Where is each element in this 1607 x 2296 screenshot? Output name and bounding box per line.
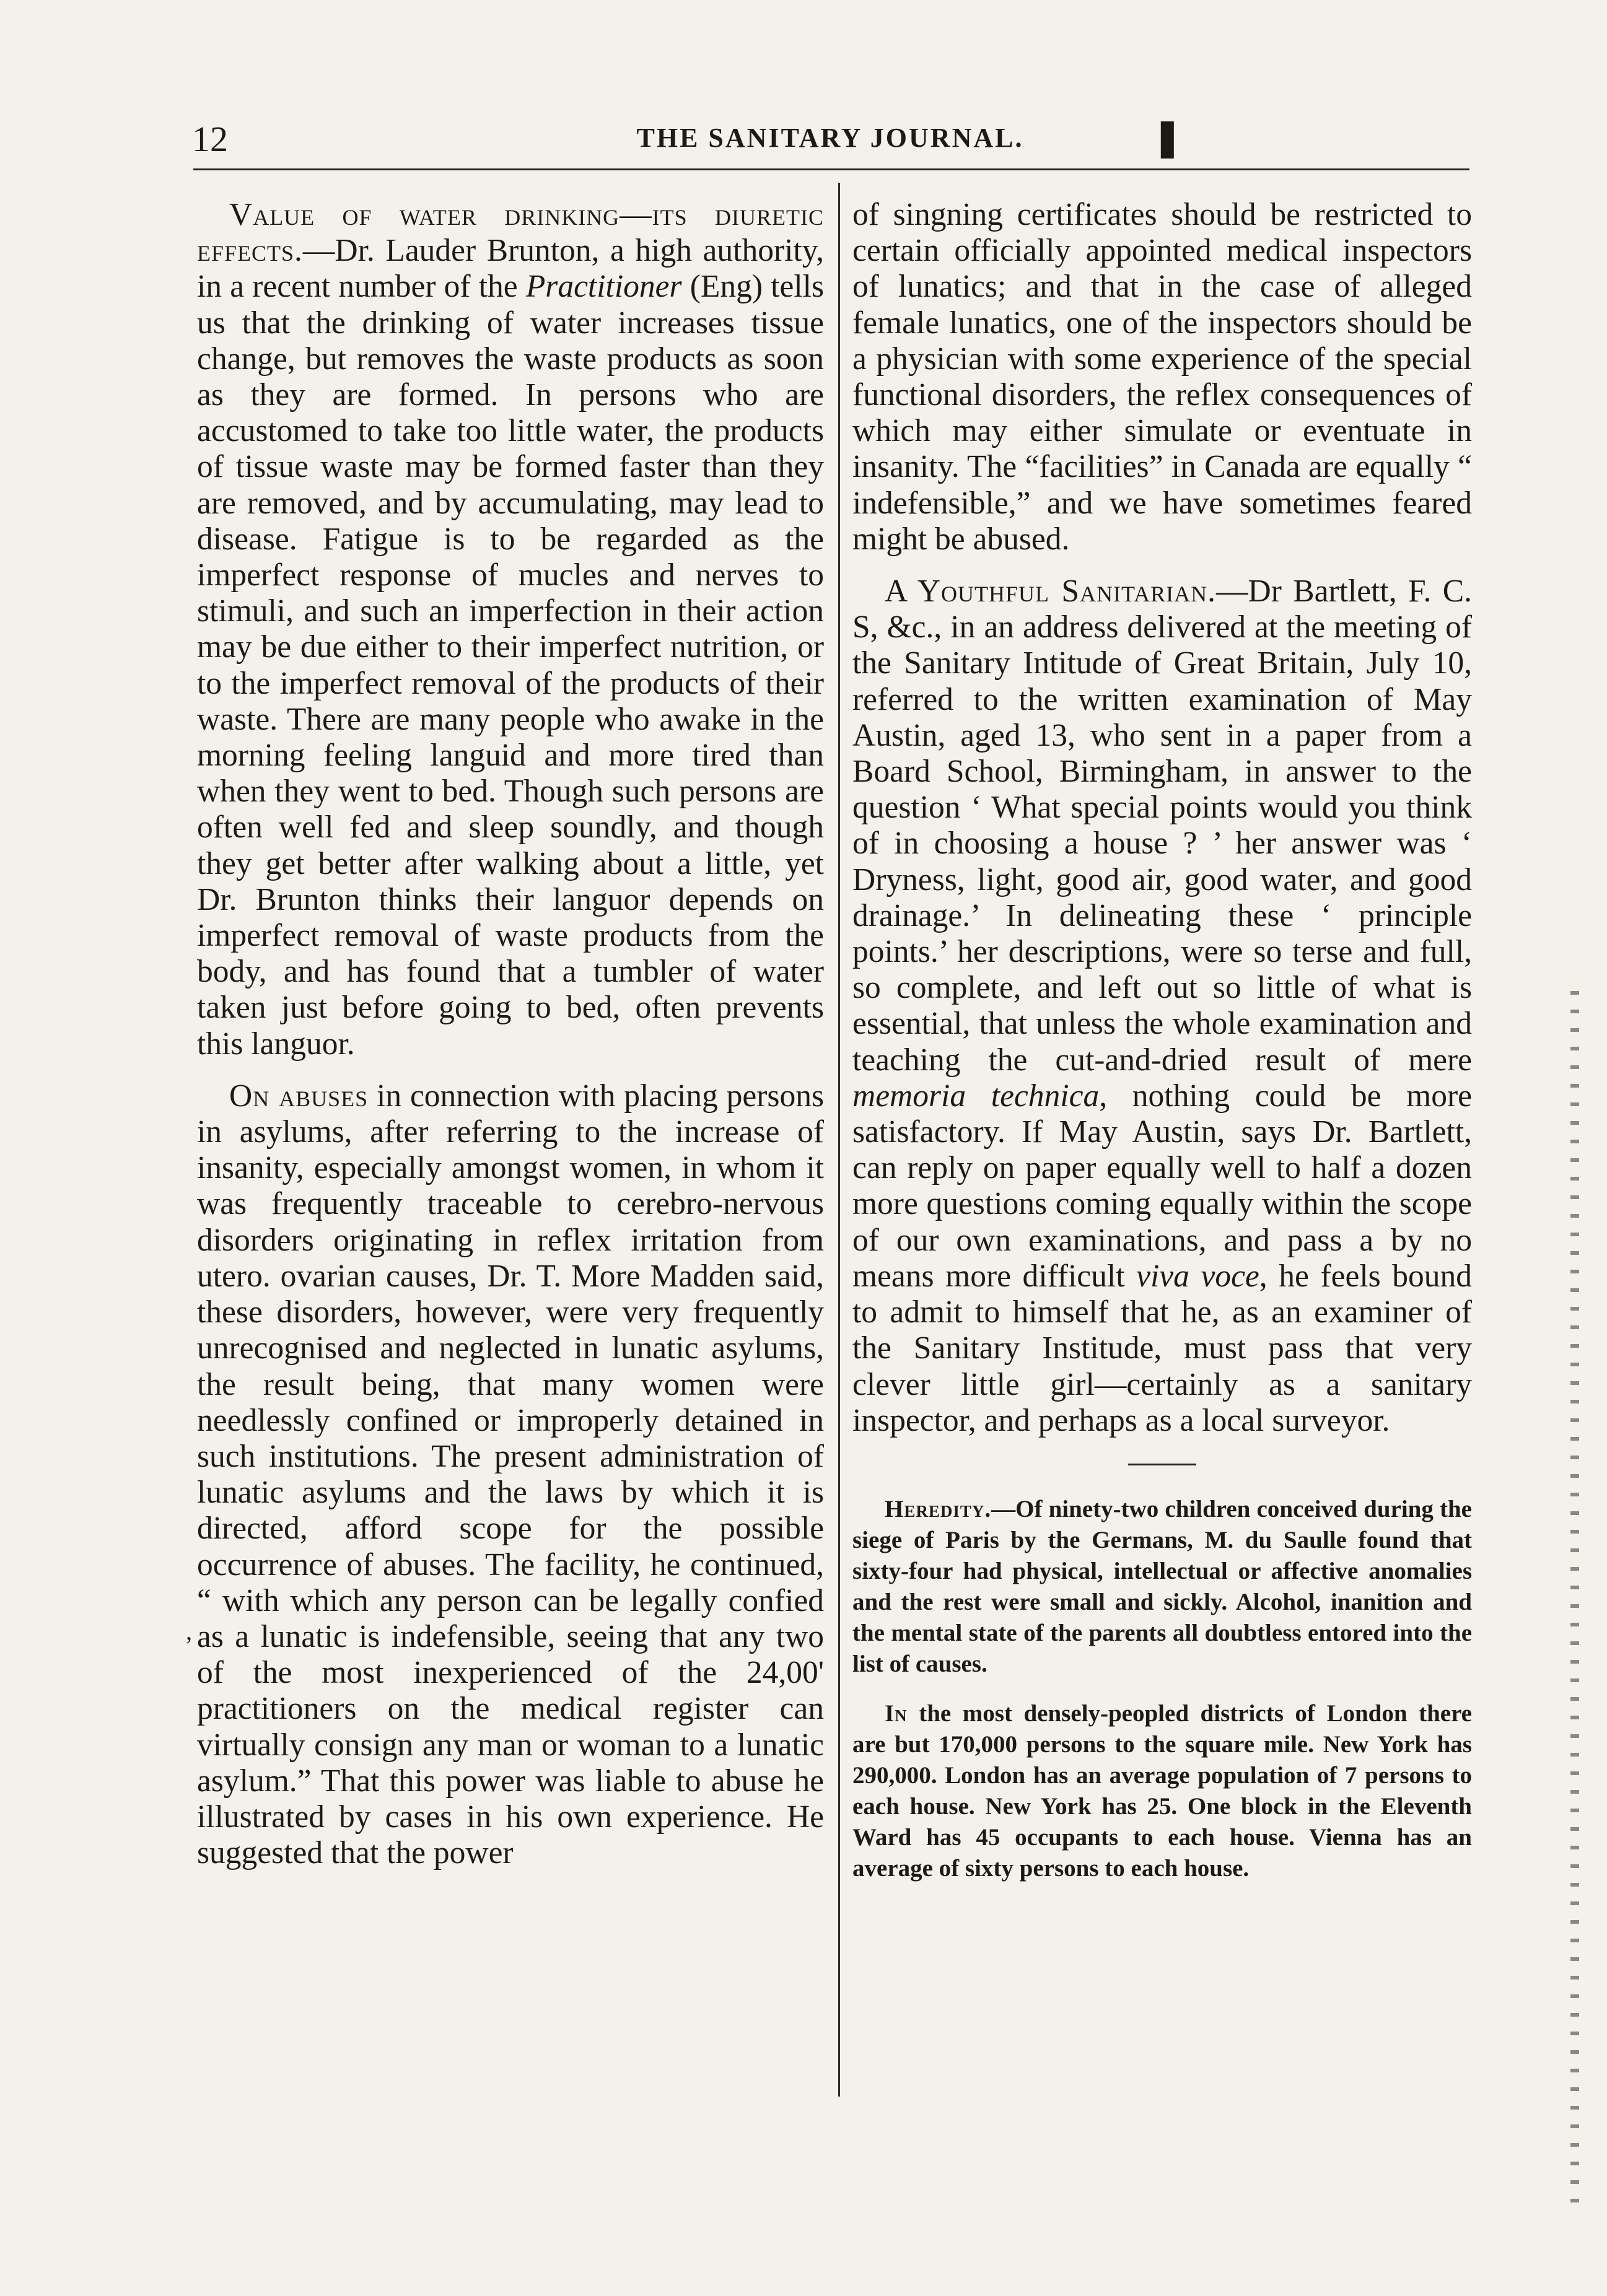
article-heading: A Youthful Sanitarian. (885, 574, 1217, 609)
article-youthful-sanitarian (852, 574, 1472, 1439)
article-abuses-continued (852, 197, 1472, 557)
article-text: —Dr. Lauder Brunton, a high authority, in a recent number of the (197, 233, 824, 305)
article-italic: memoria technica (852, 1078, 1100, 1114)
note-text: —Of ninety-two children conceived during the siege of Paris by the Germans, M. du Saulle found that sixty-four had physical, intellectual or affective anomalies and the rest were small and sickly. Alcohol, inanition and the mental state of the parents all doubtless entored into the list of causes. (852, 1495, 1472, 1677)
header-rule (193, 168, 1469, 170)
page-number: 12 (192, 119, 228, 159)
article-text: (Eng) tells us that the drinking of water increases tissue change, but removes the waste products as soon as they are formed. In persons who are accustomed to take too little water, the products of tissue waste may be formed faster than they are removed, and by accumulating, may lead to disease. Fatigue is to be regarded as the imperfect response of mucles and nerves to stimuli, and such an imperfection in their action may be due either to their imperfect nutrition, or to the imperfect removal of the products of their waste. There are many people who awake in the morning feeling languid and more tired than when they went to bed. Though such persons are often well fed and sleep soundly, and though they get better after walking about a little, yet Dr. Brunton thinks their languor depends on imperfect removal of waste products from the body, and has found that a tumbler of water taken just before going to bed, often prevents this languor. (197, 269, 824, 1062)
journal-title: THE SANITARY JOURNAL. (636, 123, 1024, 153)
article-heading: Value of water drinking—its diuretic effects. (197, 197, 824, 269)
article-abuses (197, 1078, 824, 1871)
note-population-density (852, 1698, 1472, 1884)
stray-mark: , (186, 1617, 192, 1645)
note-heading: Heredity. (885, 1495, 992, 1522)
left-column (197, 197, 824, 1871)
note-text: the most densely-peopled districts of London there are but 170,000 persons to the square mile. New York has 290,000. London has an average population of 7 persons to each house. New York has 25. One block in the Eleventh Ward has 45 occupants to each house. Vienna has an average of sixty persons to each house. (852, 1700, 1472, 1882)
article-heading: On abuses (229, 1078, 369, 1114)
right-column (852, 197, 1472, 1884)
article-text: , he feels bound to admit to himself that he, as an examiner of the Sanitary Institude, must pass that very clever little girl—certainly as a sanitary inspector, and perhaps as a local surveyor. (852, 1258, 1473, 1438)
note-heredity (852, 1494, 1472, 1680)
article-water-drinking (197, 197, 824, 1062)
article-italic: viva voce (1136, 1258, 1259, 1294)
header-ornament: ❚ (1152, 117, 1183, 157)
column-divider (838, 183, 840, 2097)
article-italic: Practitioner (525, 269, 682, 305)
note-heading: In (885, 1700, 908, 1727)
article-text: in connection with placing persons in asylums, after referring to the increase of insanity, especially amongst women, in whom it was frequently traceable to cerebro-nervous disorders originating in reflex irritation from utero. ovarian causes, Dr. T. More Madden said, these disorders, however, were very frequently unrecognised and neglected in lunatic asylums, the result being, that many women were needlessly confined or improperly detained in such institutions. The present administration of lunatic asylums and the laws by which it is directed, afford scope for the possible occurrence of abuses. The facility, he continued, “ with which any person can be legally confied as a lunatic is indefensible, seeing that any two of the most inexperienced of the 24,00' practitioners on the medical register can virtually consign any man or woman to a lunatic asylum.” That this power was liable to abuse he illustrated by cases in his own experience. He suggested that the power (197, 1078, 825, 1871)
margin-scan-marks (1570, 991, 1579, 2205)
section-rule (1128, 1464, 1196, 1465)
article-text: of singning certificates should be restricted to certain officially appointed medical inspectors of lunatics; and that in the case of alleged female lunatics, one of the inspectors should be a physician with some experience of the special functional disorders, the reflex consequences of which may either simulate or eventuate in insanity. The “facilities” in Canada are equally “ indefensible,” and we have sometimes feared might be abused. (852, 197, 1472, 557)
article-text: —Dr Bartlett, F. C. S, &c., in an address delivered at the meeting of the Sanitary Intitude of Great Britain, July 10, referred to the written examination of May Austin, aged 13, who sent in a paper from a Board School, Birmingham, in answer to the question ‘ What special points would you think of in choosing a house ? ’ her answer was ‘ Dryness, light, good air, good water, and good drainage.’ In delineating these ‘ principle points.’ her descriptions, were so terse and full, so complete, and left out so little of what is essential, that unless the whole examination and teaching the cut-and-dried result of mere (852, 574, 1472, 1078)
article-text: , nothing could be more satisfactory. If May Austin, says Dr. Bartlett, can reply on paper equally well to half a dozen more questions coming equally within the scope of our own examinations, and pass a by no means more difficult (852, 1078, 1472, 1294)
page-header (186, 115, 1474, 164)
